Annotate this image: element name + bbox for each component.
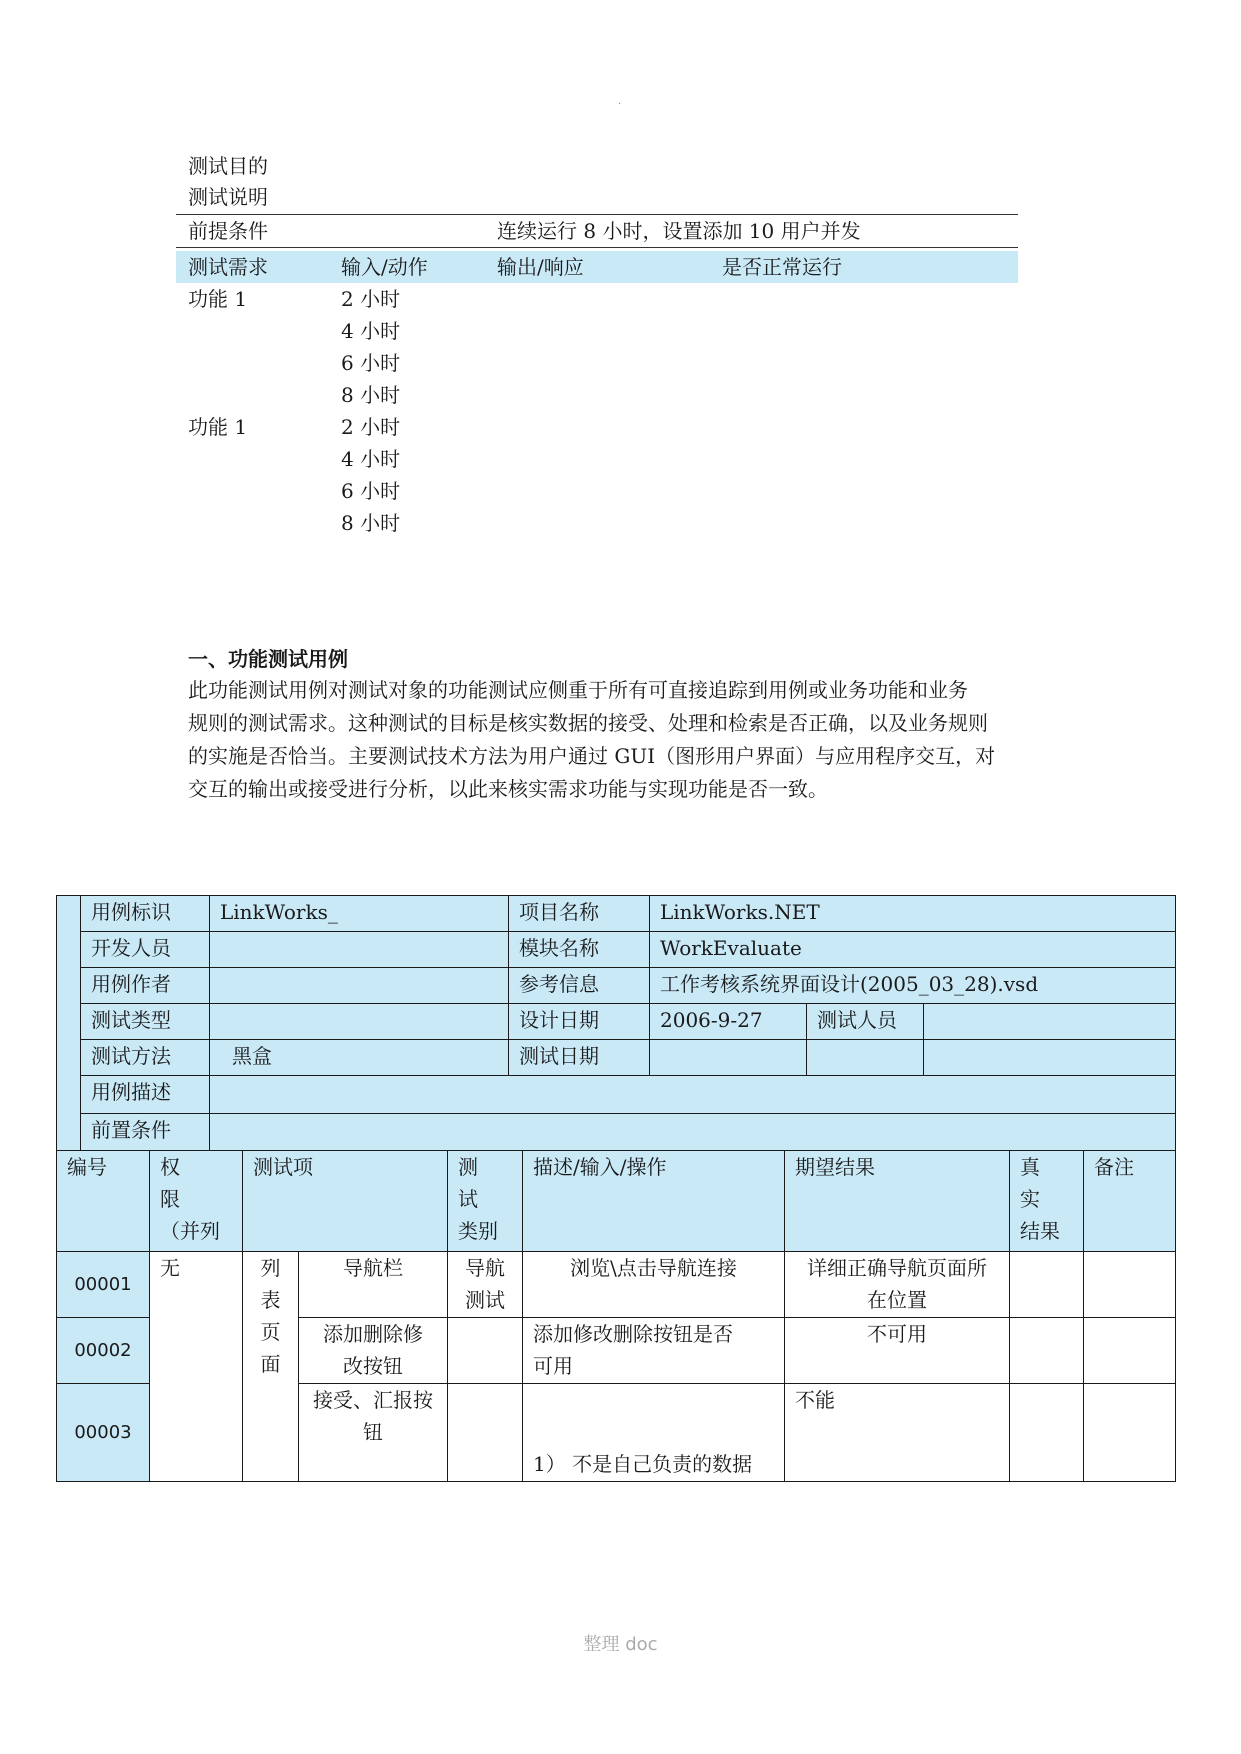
precondition-label: 前提条件: [188, 219, 268, 243]
column-header: 是否正常运行: [722, 255, 842, 279]
section-paragraph: [188, 674, 1058, 806]
input-value: 2 小时: [341, 415, 401, 439]
precondition-label: 前置条件: [80, 1113, 210, 1151]
test-category: [447, 1317, 523, 1384]
actual-result: [1009, 1317, 1084, 1384]
case-description-label: 用例描述: [80, 1075, 210, 1114]
test-description: 1） 不是自己负责的数据: [522, 1383, 785, 1482]
paragraph-line: 的实施是否恰当。主要测试技术方法为用户通过 GUI（图形用户界面）与应用程序交互，对: [188, 744, 996, 768]
precondition-value: 连续运行 8 小时，设置添加 10 用户并发: [497, 219, 861, 243]
test-description: 浏览\点击导航连接: [522, 1251, 785, 1318]
header-description: 描述/输入/操作: [522, 1150, 785, 1252]
header-note: 备注: [1083, 1150, 1176, 1252]
design-date-value: 2006-9-27: [649, 1003, 807, 1040]
left-stripe: [56, 895, 81, 1151]
page-label: 列 表 页 面: [242, 1251, 299, 1482]
note: [1083, 1383, 1176, 1482]
note: [1083, 1317, 1176, 1384]
developer-value: [209, 931, 509, 968]
developer-label: 开发人员: [80, 931, 210, 968]
column-header: 输出/响应: [497, 255, 584, 279]
row-number: 00001: [56, 1251, 150, 1318]
row-number: 00003: [56, 1383, 150, 1482]
module-value: WorkEvaluate: [649, 931, 1176, 968]
precondition-value: [209, 1113, 1176, 1151]
page-footer: 整理 doc: [583, 1634, 658, 1655]
input-value: 8 小时: [341, 511, 401, 535]
paragraph-line: 此功能测试用例对测试对象的功能测试应侧重于所有可直接追踪到用例或业务功能和业务: [188, 678, 968, 702]
actual-result: [1009, 1251, 1084, 1318]
requirement-name: 功能 1: [188, 415, 248, 439]
test-category: 导航 测试: [447, 1251, 523, 1318]
purpose-label: 测试目的: [188, 154, 268, 178]
case-id-value: LinkWorks_: [209, 895, 509, 932]
plan-header-row: [176, 251, 1018, 283]
actual-result: [1009, 1383, 1084, 1482]
project-value: LinkWorks.NET: [649, 895, 1176, 932]
input-value: 4 小时: [341, 319, 401, 343]
description-label: 测试说明: [188, 185, 268, 209]
section-title: 一、功能测试用例: [188, 647, 348, 671]
test-item: 添加删除修 改按钮: [298, 1317, 448, 1384]
requirement-name: 功能 1: [188, 287, 248, 311]
test-category: [447, 1383, 523, 1482]
input-value: 6 小时: [341, 479, 401, 503]
test-item: 导航栏: [298, 1251, 448, 1318]
note: [1083, 1251, 1176, 1318]
empty-cell: [806, 1039, 924, 1076]
author-label: 用例作者: [80, 967, 210, 1004]
tester-label: 测试人员: [806, 1003, 924, 1040]
header-actual: 真 实 结果: [1009, 1150, 1084, 1252]
divider: [176, 247, 1018, 248]
test-type-label: 测试类型: [80, 1003, 210, 1040]
test-method-label: 测试方法: [80, 1039, 210, 1076]
header-test-item: 测试项: [242, 1150, 448, 1252]
header-category: 测 试 类别: [447, 1150, 523, 1252]
author-value: [209, 967, 509, 1004]
header-mark: .: [618, 96, 622, 107]
test-method-value: 黑盒: [209, 1039, 509, 1076]
module-label: 模块名称: [508, 931, 650, 968]
input-value: 6 小时: [341, 351, 401, 375]
expected-result: 详细正确导航页面所 在位置: [784, 1251, 1010, 1318]
input-value: 8 小时: [341, 383, 401, 407]
permission-value: 无: [149, 1251, 243, 1482]
empty-cell: [923, 1039, 1176, 1076]
header-permission: 权 限 （并列: [149, 1150, 243, 1252]
expected-result: 不能: [784, 1383, 1010, 1482]
paragraph-line: 规则的测试需求。这种测试的目标是核实数据的接受、处理和检索是否正确，以及业务规则: [188, 711, 988, 735]
expected-result: 不可用: [784, 1317, 1010, 1384]
header-number: 编号: [56, 1150, 150, 1252]
paragraph-line: 交互的输出或接受进行分析，以此来核实需求功能与实现功能是否一致。: [188, 777, 828, 801]
row-number: 00002: [56, 1317, 150, 1384]
test-type-value: [209, 1003, 509, 1040]
case-description-value: [209, 1075, 1176, 1114]
header-expected: 期望结果: [784, 1150, 1010, 1252]
project-label: 项目名称: [508, 895, 650, 932]
test-date-value: [649, 1039, 807, 1076]
test-description: 添加修改删除按钮是否 可用: [522, 1317, 785, 1384]
tester-value: [923, 1003, 1176, 1040]
reference-label: 参考信息: [508, 967, 650, 1004]
column-header: 输入/动作: [341, 255, 428, 279]
test-date-label: 测试日期: [508, 1039, 650, 1076]
input-value: 2 小时: [341, 287, 401, 311]
column-header: 测试需求: [188, 255, 268, 279]
reference-value: 工作考核系统界面设计(2005_03_28).vsd: [649, 967, 1176, 1004]
design-date-label: 设计日期: [508, 1003, 650, 1040]
test-item: 接受、汇报按 钮: [298, 1383, 448, 1482]
case-id-label: 用例标识: [80, 895, 210, 932]
input-value: 4 小时: [341, 447, 401, 471]
